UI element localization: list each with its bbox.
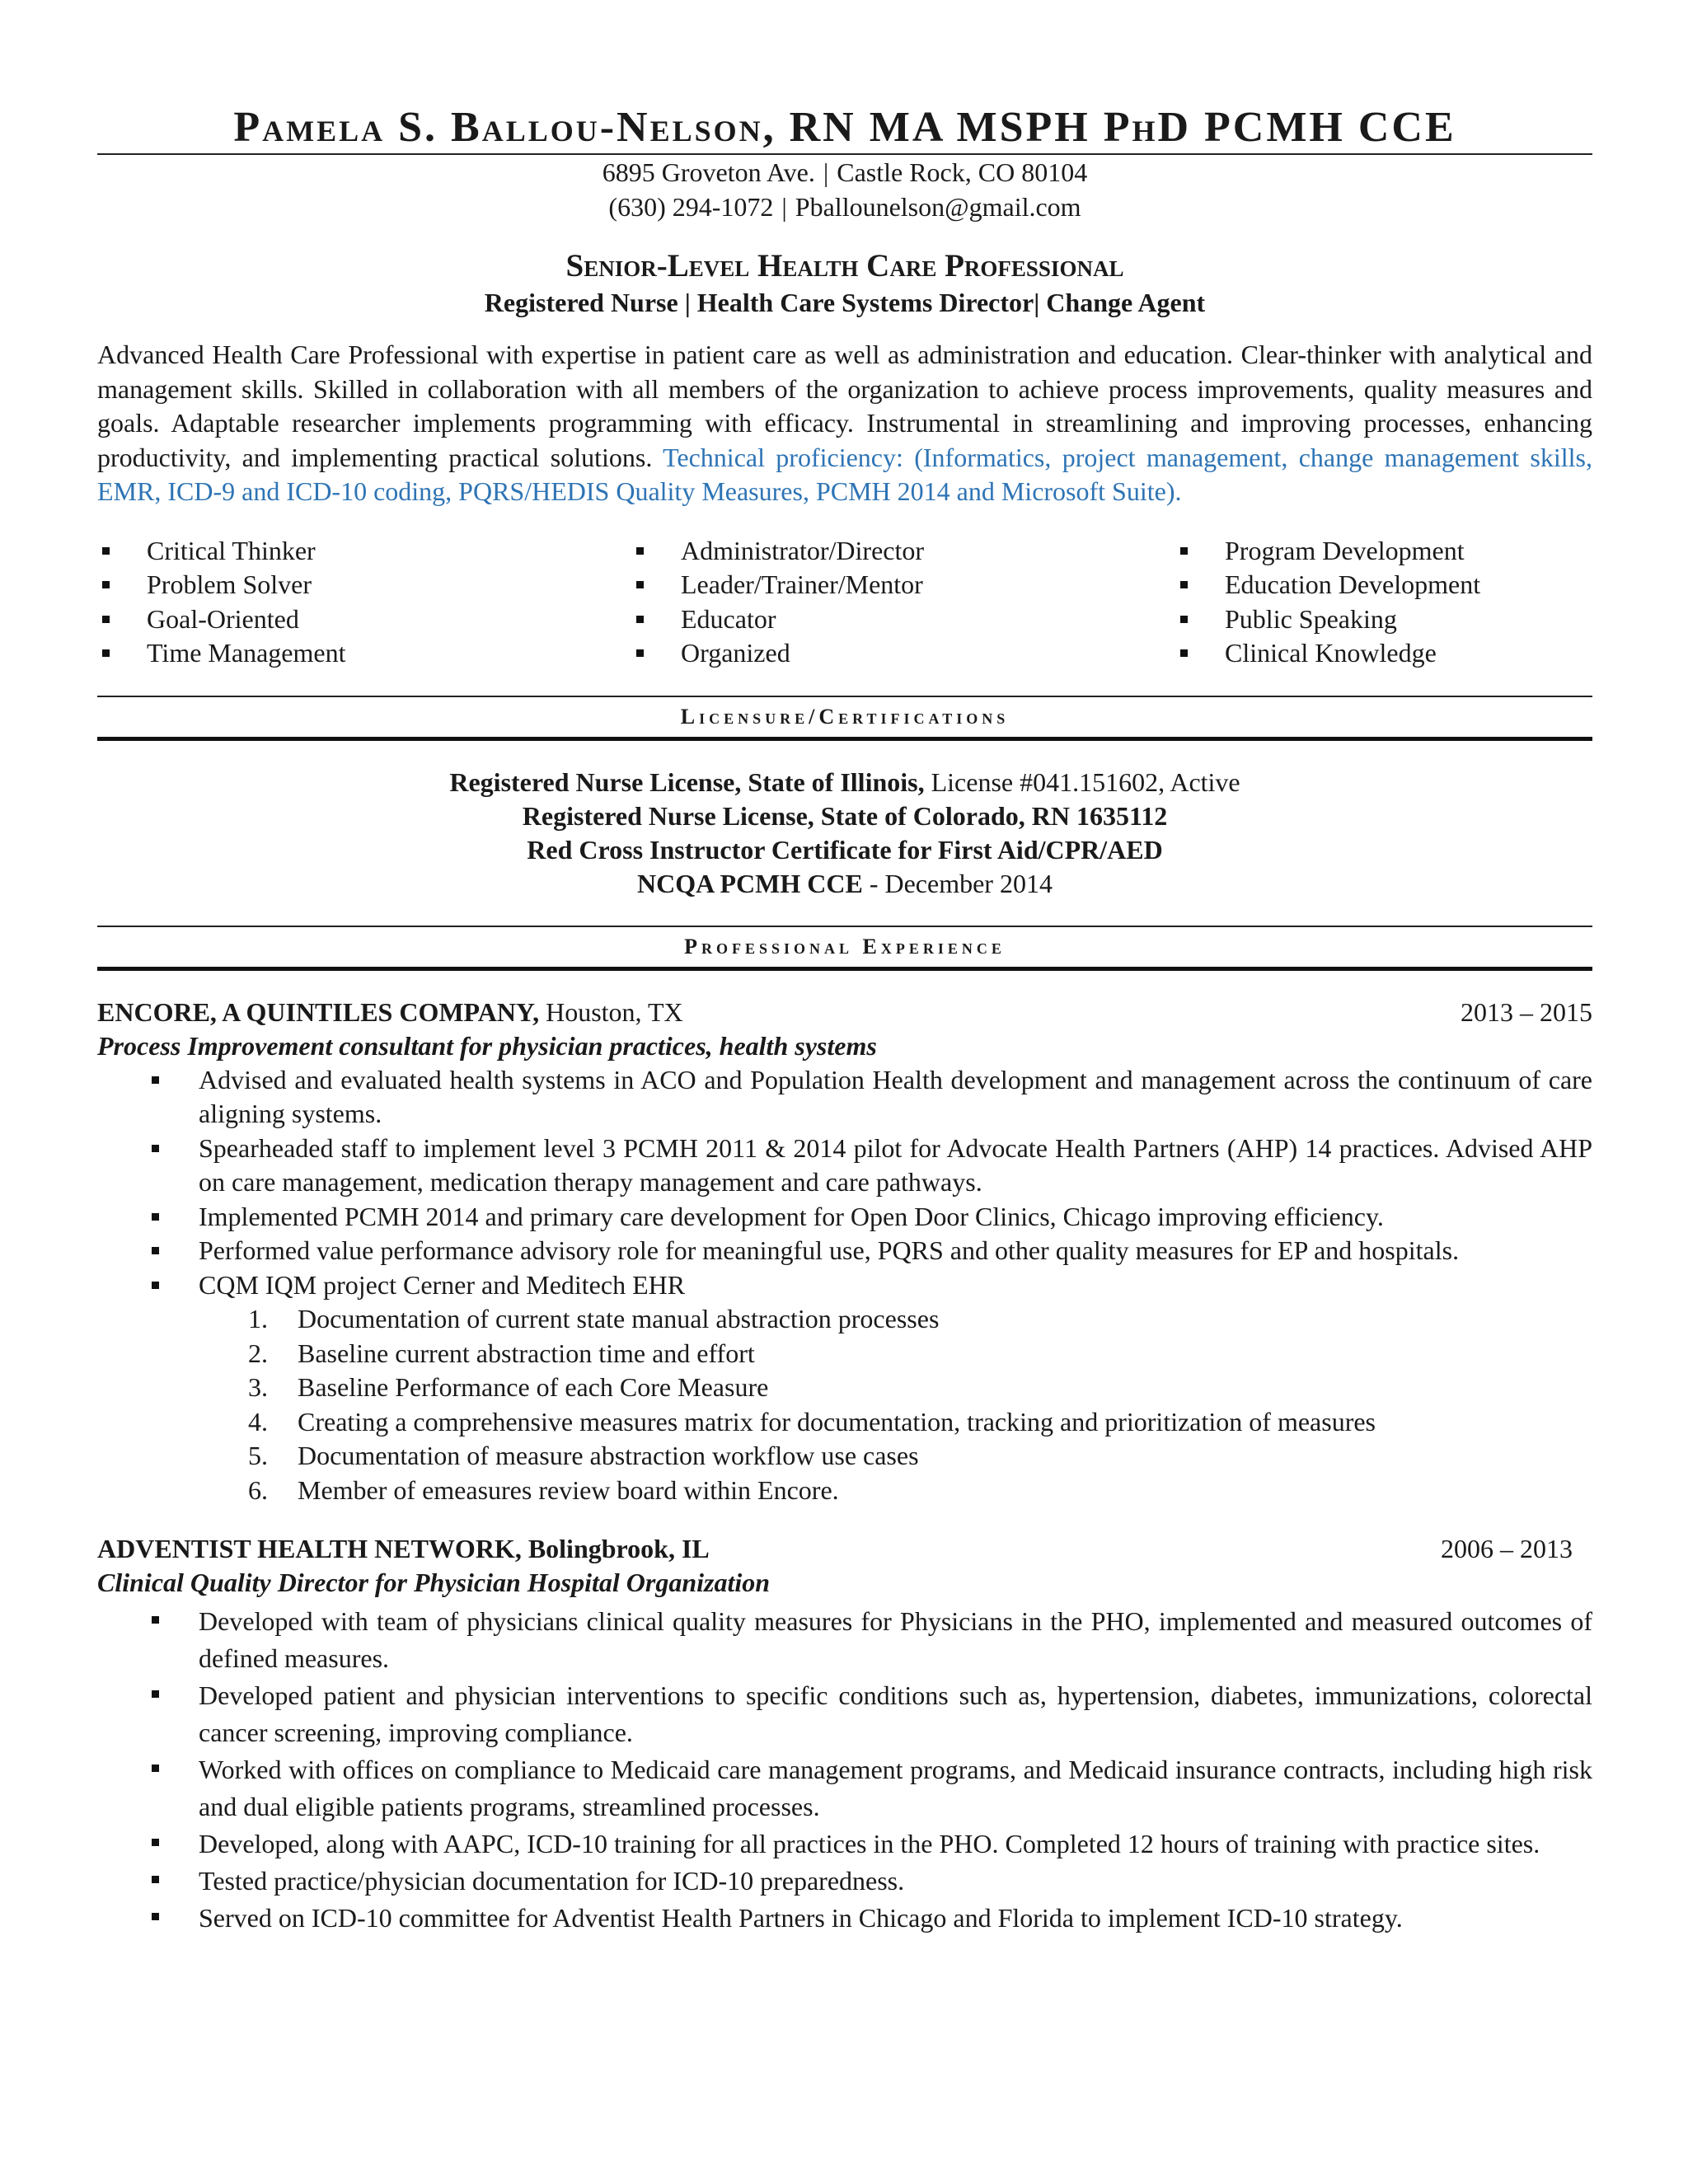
section-title: Licensure/Certifications	[680, 704, 1010, 729]
skill-item: Problem Solver	[97, 568, 631, 602]
numbered-text: Member of emeasures review board within Encore.	[298, 1474, 839, 1505]
headline-title: Senior-Level Health Care Professional	[565, 248, 1124, 284]
licenses-list	[97, 766, 1592, 901]
skills-column-1	[97, 534, 631, 671]
numbered-item: 5. Documentation of measure abstraction workflow use cases	[248, 1441, 919, 1470]
job-header	[97, 1532, 1592, 1566]
license-item	[97, 833, 1592, 867]
job-encore	[97, 996, 1592, 1508]
skill-item: Leader/Trainer/Mentor	[631, 568, 1175, 602]
list-item: Spearheaded staff to implement level 3 PCMH 2011 & 2014 pilot for Advocate Health Partners (AHP) 14 practices. Advised AHP on care management, medication therapy management and care pathways.	[97, 1132, 1592, 1200]
skill-item: Critical Thinker	[97, 534, 631, 569]
skill-item: Organized	[631, 636, 1175, 671]
phone: (630) 294-1072	[608, 192, 774, 222]
list-item: CQM IQM project Cerner and Meditech EHR	[97, 1268, 1592, 1303]
list-item: Served on ICD-10 committee for Adventist Health Partners in Chicago and Florida to implement ICD-10 strategy.	[97, 1900, 1592, 1937]
list-item: Developed with team of physicians clinical quality measures for Physicians in the PHO, implemented and measured outcomes of defined measures.	[97, 1603, 1592, 1677]
address: 6895 Groveton Ave.	[602, 157, 815, 187]
numbered-item: 2. Baseline current abstraction time and effort	[248, 1338, 755, 1368]
section-rule-bottom	[97, 967, 1592, 971]
skills-column-3	[1175, 534, 1480, 671]
job-dates: 2013 – 2015	[1461, 996, 1592, 1027]
skill-item: Public Speaking	[1175, 602, 1480, 637]
summary-text: Advanced Health Care Professional with expertise in patient care as well as administration and education. Clear-thinker with analytical and management skills. Skilled in collaboration with all members of the organization to achieve process improvements, quality measures and goals. Adaptable researcher implements programming with efficacy. Instrumental in streamlining and improving processes, enhancing productivity, and implementing practical solutions.	[97, 340, 1592, 472]
job-title: Clinical Quality Director for Physician Hospital Organization	[97, 1568, 771, 1597]
numbered-item: 1. Documentation of current state manual abstraction processes	[248, 1304, 940, 1333]
skill-item: Program Development	[1175, 534, 1480, 569]
skill-item: Educator	[631, 602, 1175, 637]
skill-item: Clinical Knowledge	[1175, 636, 1480, 671]
job-dates: 2006 – 2013	[1441, 1534, 1573, 1563]
licensure-section-header	[97, 696, 1592, 741]
skill-item: Education Development	[1175, 568, 1480, 602]
numbered-text: Baseline current abstraction time and effort	[298, 1338, 755, 1368]
email: Pballounelson@gmail.com	[795, 192, 1081, 222]
license-item	[97, 867, 1592, 901]
job-adventist	[97, 1532, 1592, 1937]
numbered-text: Baseline Performance of each Core Measure	[298, 1372, 769, 1402]
job-header	[97, 996, 1592, 1029]
company-name: ADVENTIST HEALTH NETWORK, Bolingbrook, IL	[97, 1534, 710, 1563]
headline-subtitle: Registered Nurse | Health Care Systems Director| Change Agent	[484, 288, 1206, 317]
section-title: Professional Experience	[684, 934, 1006, 958]
license-detail: License #041.151602, Active	[924, 766, 1240, 797]
list-item: Advised and evaluated health systems in ACO and Population Health development and management across the continuum of care aligning systems.	[97, 1063, 1592, 1132]
license-name: Registered Nurse License, State of Illinois,	[449, 766, 925, 797]
list-item: Performed value performance advisory role for meaningful use, PQRS and other quality measures for EP and hospitals.	[97, 1234, 1592, 1268]
technical-proficiency: Technical proficiency: (Informatics, project management, change management skills, EMR, ICD-9 and ICD-10 coding, PQRS/HEDIS Quality Measures, PCMH 2014 and Microsoft Suite).	[97, 442, 1593, 506]
contact-line-1: 6895 Groveton Ave. | Castle Rock, CO 80104	[602, 157, 1088, 187]
resume-page	[97, 0, 1592, 1937]
job-title: Process Improvement consultant for physician practices, health systems	[97, 1030, 877, 1061]
license-detail: - December 2014	[862, 868, 1053, 898]
cqm-subtasks	[97, 1302, 1592, 1507]
skill-item: Goal-Oriented	[97, 602, 631, 637]
numbered-text: Documentation of current state manual abstraction processes	[298, 1304, 940, 1333]
numbered-item: 4. Creating a comprehensive measures matrix for documentation, tracking and prioritization of measures	[248, 1406, 1376, 1436]
numbered-text: Creating a comprehensive measures matrix for documentation, tracking and prioritization of measures	[298, 1406, 1376, 1436]
company-name: ENCORE, A QUINTILES COMPANY,	[97, 996, 540, 1027]
list-item: Implemented PCMH 2014 and primary care development for Open Door Clinics, Chicago improving efficiency.	[97, 1200, 1592, 1235]
contact-line-2: (630) 294-1072 | Pballounelson@gmail.com	[608, 192, 1081, 222]
numbered-item: 3. Baseline Performance of each Core Measure	[248, 1372, 769, 1402]
list-item: Worked with offices on compliance to Medicaid care management programs, and Medicaid insurance contracts, including high risk and dual eligible patients programs, streamlined processes.	[97, 1751, 1592, 1825]
list-item: Developed, along with AAPC, ICD-10 training for all practices in the PHO. Completed 12 hours of training with practice sites.	[97, 1825, 1592, 1863]
candidate-name: Pamela S. Ballou-Nelson, RN MA MSPH PhD PCMH CCE	[233, 104, 1456, 151]
skill-item: Administrator/Director	[631, 534, 1175, 569]
skills-column-2	[631, 534, 1175, 671]
license-name: NCQA PCMH CCE	[637, 868, 863, 898]
license-item	[97, 766, 1592, 799]
company-location: Houston, TX	[539, 996, 683, 1027]
list-item: Developed patient and physician interventions to specific conditions such as, hypertension, diabetes, immunizations, colorectal cancer screening, improving compliance.	[97, 1677, 1592, 1751]
numbered-item: 6. Member of emeasures review board within Encore.	[248, 1474, 839, 1505]
job-bullets	[97, 1603, 1592, 1937]
skills-grid	[97, 534, 1592, 671]
license-item	[97, 799, 1592, 833]
license-name: Red Cross Instructor Certificate for First Aid/CPR/AED	[527, 834, 1163, 865]
job-bullets	[97, 1063, 1592, 1303]
section-rule-bottom	[97, 737, 1592, 741]
city-state-zip: Castle Rock, CO 80104	[837, 157, 1088, 187]
list-item: Tested practice/physician documentation for ICD-10 preparedness.	[97, 1863, 1592, 1900]
license-name: Registered Nurse License, State of Colorado, RN 1635112	[522, 800, 1168, 831]
skill-item: Time Management	[97, 636, 631, 671]
experience-section-header	[97, 926, 1592, 971]
professional-summary	[97, 338, 1592, 509]
numbered-text: Documentation of measure abstraction workflow use cases	[298, 1441, 919, 1470]
